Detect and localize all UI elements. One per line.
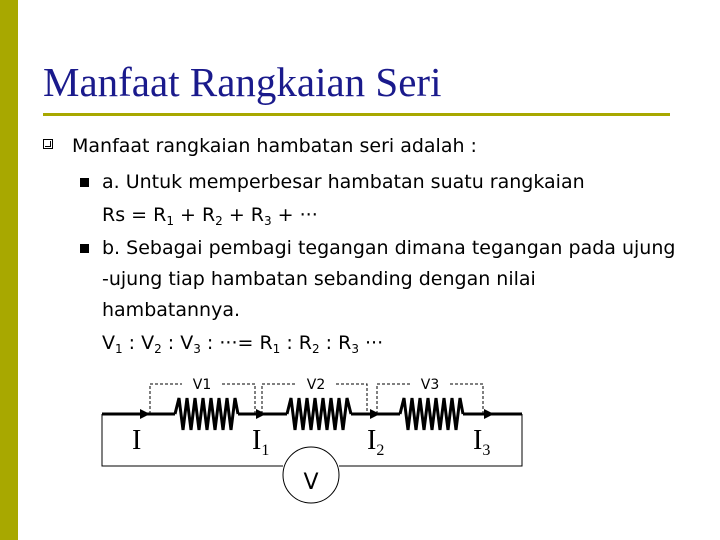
formula-subscript: 2 — [215, 214, 223, 228]
formula-subscript: 2 — [154, 342, 162, 356]
current-symbol: I — [252, 425, 262, 456]
formula-part: : R — [280, 332, 312, 354]
current-label-i — [132, 425, 141, 456]
item-a-text: a. Untuk memperbesar hambatan suatu rangkaian — [102, 171, 585, 193]
formula-subscript: 2 — [311, 342, 320, 356]
current-label-i1 — [252, 425, 269, 459]
current-label-i3 — [473, 425, 490, 459]
item-b-line-2: -ujung tiap hambatan sebanding dengan nilai — [102, 268, 536, 290]
square-bullet-icon — [80, 244, 89, 253]
formula-part: : V — [122, 332, 155, 354]
current-subscript: 1 — [261, 442, 270, 459]
formula-part: Rs = R — [102, 204, 167, 226]
formula-part: V — [102, 332, 115, 354]
formula-part: ··· — [358, 332, 384, 354]
resistor-3 — [400, 398, 463, 430]
formula-subscript: 1 — [166, 214, 174, 228]
series-resistance-formula — [102, 204, 318, 228]
voltage-ratio-formula — [102, 332, 383, 356]
current-symbol: I — [367, 425, 377, 456]
square-bullet-icon — [80, 178, 89, 187]
voltmeter-label-v3: V3 — [420, 377, 440, 393]
formula-subscript: 3 — [351, 342, 359, 356]
formula-subscript: 1 — [115, 342, 123, 356]
title-underline — [43, 113, 670, 116]
formula-part: : V — [161, 332, 194, 354]
voltmeter-label-v1: V1 — [192, 377, 212, 393]
formula-part: : R — [319, 332, 352, 354]
voltmeter-label-v2: V2 — [306, 377, 326, 393]
formula-subscript: 3 — [264, 214, 272, 228]
voltmeter-bracket-3 — [450, 384, 483, 414]
checkbox-bullet-icon — [43, 139, 53, 149]
current-subscript: 3 — [482, 442, 491, 459]
formula-part: + ··· — [271, 204, 318, 226]
current-symbol: I — [473, 425, 483, 456]
current-label-i2 — [367, 425, 384, 459]
formula-part: + R — [222, 204, 264, 226]
current-symbol: I — [132, 425, 142, 456]
formula-part: : ···= R — [200, 332, 273, 354]
intro-text: Manfaat rangkaian hambatan seri adalah : — [72, 135, 477, 157]
series-circuit-diagram — [0, 360, 720, 540]
slide-title: Manfaat Rangkaian Seri — [43, 59, 442, 105]
item-b-line-1: b. Sebagai pembagi tegangan dimana tegangan pada ujung — [102, 237, 676, 259]
formula-subscript: 3 — [193, 342, 201, 356]
resistor-2 — [287, 398, 351, 430]
formula-part: + R — [173, 204, 216, 226]
formula-subscript: 1 — [272, 342, 281, 356]
resistor-1 — [175, 398, 238, 430]
voltage-source-label: V — [303, 470, 319, 495]
current-subscript: 2 — [376, 442, 385, 459]
item-b-line-3: hambatannya. — [102, 299, 241, 321]
